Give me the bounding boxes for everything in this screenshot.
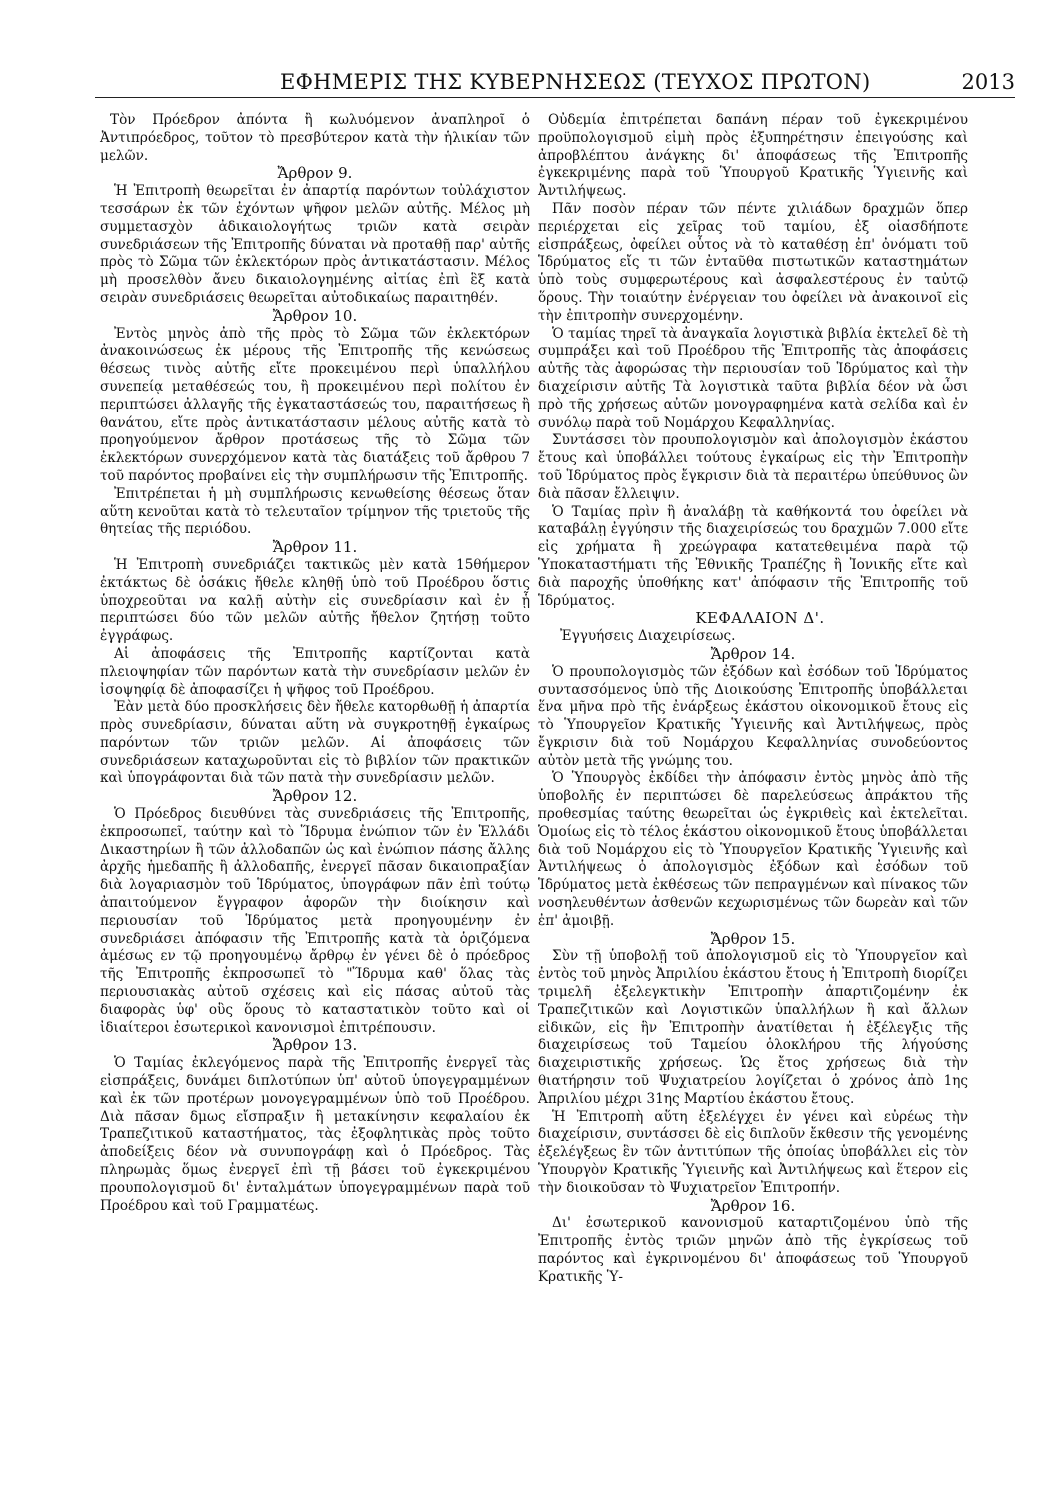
paragraph: Ὁ Ὑπουργὸς ἐκδίδει τὴν ἀπόφασιν ἐντὸς μηνὸς ἀπὸ τῆς ὑποβολῆς ἐν περιπτώσει δὲ παρελεύσεως ἀπράκτου τῆς προθεσμίας ταύτης θεωρεῖται ὡς ἐγκριθεὶς καὶ ἐκτελεῖται. Ὁμοίως εἰς τὸ τέλος ἑκάστου οἰκονομικοῦ ἔτους ὑποβάλλεται διὰ τοῦ Νομάρχου εἰς τὸ Ὑπουργεῖον Κρατικῆς Ὑγιεινῆς καὶ Ἀντιλήψεως ὁ ἀπολογισμὸς ἐξόδων καὶ ἐσόδων τοῦ Ἱδρύματος μετὰ ἐκθέσεως τῶν πεπραγμένων καὶ πίνακος τῶν νοσηλευθέντων ἀσθενῶν κεχωρισμένως τῶν δωρεὰν καὶ τῶν ἐπ' ἀμοιβῇ. bbox=[538, 770, 968, 929]
paragraph: Ὁ ταμίας τηρεῖ τὰ ἀναγκαῖα λογιστικὰ βιβλία ἐκτελεῖ δὲ τὴ συμπράξει καὶ τοῦ Προέδρου τῆς Ἐπιτροπῆς τὰς ἀποφάσεις αὐτῆς τὰς ἀφορώσας τὴν περιουσίαν τοῦ Ἱδρύματος καὶ τὴν διαχείρισιν αὐτῆς Τὰ λογιστικὰ ταῦτα βιβλία δέον νὰ ὦσι πρὸ τῆς χρήσεως αὐτῶν μονογραφημένα κατὰ σελίδα καὶ ἐν συνόλῳ παρὰ τοῦ Νομάρχου Κεφαλληνίας. bbox=[538, 325, 968, 431]
article-heading-10: Ἄρθρον 10. bbox=[272, 306, 358, 325]
chapter-heading: ΚΕΦΑΛΑΙΟΝ Δ'. bbox=[695, 609, 825, 628]
article-heading-9: Ἄρθρον 9. bbox=[277, 164, 353, 183]
paragraph: Ὁ προυπολογισμὸς τῶν ἐξόδων καὶ ἐσόδων τοῦ Ἱδρύματος συντασσόμενος ὑπὸ τῆς Διοικούσης Ἐπιτροπῆς ὑποβάλλεται ἕνα μῆνα πρὸ τῆς ἐνάρξεως ἑκάστου οἰκονομικοῦ ἔτους εἰς τὸ Ὑπουργεῖον Κρατικῆς Ὑγιεινῆς καὶ Ἀντιλήψεως, πρὸς ἔγκρισιν διὰ τοῦ Νομάρχου Κεφαλληνίας συνοδεύοντος αὐτὸν μετὰ τῆς γνώμης του. bbox=[538, 663, 968, 769]
right-column bbox=[538, 112, 968, 1287]
paragraph: Ἐντὸς μηνὸς ἀπὸ τῆς πρὸς τὸ Σῶμα τῶν ἐκλεκτόρων ἀνακοινώσεως ἐκ μέρους τῆς Ἐπιτροπῆς τῆς κενώσεως θέσεως τινὸς αὐτῆς εἴτε προκειμένου περὶ ὑπαλλήλου συνεπείᾳ μεταθέσεώς του, ἢ προκειμένου περὶ πολίτου ἐν περιπτώσει ἀλλαγῆς τῆς ἐγκαταστάσεώς του, παραιτήσεως ἢ θανάτου, εἴτε πρὸς ἀντικατάστασιν μέλους αὐτῆς κατὰ τὸ προηγούμενον ἄρθρον προτάσεως τῆς τὸ Σῶμα τῶν ἐκλεκτόρων συνερχόμενον κατὰ τὰς διατάξεις τοῦ ἄρθρου 7 τοῦ παρόντος προβαίνει εἰς τὴν συμπλήρωσιν τῆς Ἐπιτροπῆς. bbox=[100, 325, 530, 484]
article-heading-16: Ἄρθρον 16. bbox=[710, 1196, 796, 1215]
article-heading-14: Ἄρθρον 14. bbox=[710, 644, 796, 663]
page-number: 2013 bbox=[961, 70, 1015, 94]
left-column bbox=[100, 112, 530, 1215]
paragraph: Οὐδεμία ἐπιτρέπεται δαπάνη πέραν τοῦ ἐγκεκριμένου προϋπολογισμοῦ εἰμὴ πρὸς ἐξυπηρέτησιν ἐπειγούσης καὶ ἀπροβλέπτου ἀνάγκης δι' ἀποφάσεως τῆς Ἐπιτροπῆς ἐγκεκριμένης παρὰ τοῦ Ὑπουργοῦ Κρατικῆς Ὑγιεινῆς καὶ Ἀντιλήψεως. bbox=[538, 112, 968, 200]
paragraph: Σὺν τῇ ὑποβολῇ τοῦ ἀπολογισμοῦ εἰς τὸ Ὑπουργεῖον καὶ ἐντὸς τοῦ μηνὸς Ἀπριλίου ἑκάστου ἔτους ἡ Ἐπιτροπὴ διορίζει τριμελῆ ἐξελεγκτικὴν Ἐπιτροπὴν ἀπαρτιζομένην ἐκ Τραπεζιτικῶν καὶ Λογιστικῶν ὑπαλλήλων ἢ καὶ ἄλλων εἰδικῶν, εἰς ἣν Ἐπιτροπὴν ἀνατίθεται ἡ ἐξέλεγξις τῆς διαχειρίσεως τοῦ Ταμείου ὁλοκλήρου τῆς λήγούσης διαχειριστικῆς χρήσεως. Ὡς ἔτος χρήσεως διὰ τὴν θιατήρησιν τοῦ Ψυχιατρείου λογίζεται ὁ χρόνος ἀπὸ 1ης Ἀπριλίου μέχρι 31ης Μαρτίου ἑκάστου ἔτους. bbox=[538, 948, 968, 1107]
paragraph: Τὸν Πρόεδρον ἀπόντα ἢ κωλυόμενον ἀναπληροῖ ὁ Ἀντιπρόεδρος, τοῦτον τὸ πρεσβύτερον κατὰ τὴν ἡλικίαν τῶν μελῶν. bbox=[100, 112, 530, 164]
chapter-subheading: Ἐγγυήσεις Διαχειρίσεως. bbox=[560, 628, 736, 645]
article-heading-11: Ἄρθρον 11. bbox=[272, 538, 358, 557]
article-heading-15: Ἄρθρον 15. bbox=[710, 929, 796, 948]
paragraph: Αἱ ἀποφάσεις τῆς Ἐπιτροπῆς καρτίζονται κατὰ πλειοψηφίαν τῶν παρόντων κατὰ τὴν συνεδρίασιν μελῶν ἐν ἰσοψηφίᾳ δὲ ἀποφασίζει ἡ ψῆφος τοῦ Προέδρου. bbox=[100, 645, 530, 698]
page-header bbox=[95, 64, 1015, 98]
paragraph: Συντάσσει τὸν προυπολογισμὸν καὶ ἀπολογισμὸν ἑκάστου ἔτους καὶ ὑποβάλλει τούτους ἐγκαίρως εἰς τὴν Ἐπιτροπὴν τοῦ Ἱδρύματος πρὸς ἔγκρισιν διὰ τὰ περαιτέρω ὑπεύθυνος ὢν διὰ πᾶσαν ἔλλειψιν. bbox=[538, 432, 968, 502]
paragraph: Ὁ Ταμίας πρὶν ἢ ἀναλάβῃ τὰ καθήκοντά του ὀφείλει νὰ καταβάλῃ ἐγγύησιν τῆς διαχειρίσεώς του δραχμῶν 7.000 εἴτε εἰς χρήματα ἢ χρεώγραφα κατατεθειμένα παρὰ τῷ Ὑποκαταστήματι τῆς Ἐθνικῆς Τραπέζης ἢ Ἰονικῆς εἴτε καὶ διὰ παροχῆς ὑποθήκης κατ' ἀπόφασιν τῆς Ἐπιτροπῆς τοῦ Ἱδρύματος. bbox=[538, 503, 968, 609]
paragraph: Ὁ Ταμίας ἐκλεγόμενος παρὰ τῆς Ἐπιτροπῆς ἐνεργεῖ τὰς εἰσπράξεις, δυνάμει διπλοτύπων ὑπ' αὐτοῦ ὑπογεγραμμένων καὶ ἐκ τῶν προτέρων μονογεγραμμένων ὑπὸ τοῦ Προέδρου. Διὰ πᾶσαν δμως εἴσπραξιν ἢ μετακίνησιν κεφαλαίου ἐκ Τραπεζιτικοῦ καταστήματος, τὰς ἐξοφλητικὰς πρὸς τοῦτο ἀποδείξεις δέον νὰ συνυπογράφῃ καὶ ὁ Πρόεδρος. Τὰς πληρωμὰς ὅμως ἐνεργεῖ ἐπὶ τῇ βάσει τοῦ ἐγκεκριμένου προυπολογισμοῦ δι' ἐνταλμάτων ὑπογεγραμμένων παρὰ τοῦ Προέδρου καὶ τοῦ Γραμματέως. bbox=[100, 1055, 530, 1214]
paragraph: Ἡ Ἐπιτροπὴ συνεδριάζει τακτικῶς μὲν κατὰ 15θήμερον ἐκτάκτως δὲ ὁσάκις ἤθελε κληθῇ ὑπὸ τοῦ Προέδρου ὅστις ὑποχρεοῦται να καλῇ αὐτὴν εἰς συνεδρίασιν καὶ ἐν ᾗ περιπτώσει δύο τῶν μελῶν αὐτῆς ἤθελον ζητήσῃ τοῦτο ἐγγράφως. bbox=[100, 556, 530, 645]
paragraph: Ἐπιτρέπεται ἡ μὴ συμπλήρωσις κενωθείσης θέσεως ὅταν αὕτη κενοῦται κατὰ τὸ τελευταῖον τρίμηνον τῆς τριετοῦς τῆς θητείας τῆς περιόδου. bbox=[100, 485, 530, 538]
running-title: ΕΦΗΜΕΡΙΣ ΤΗΣ ΚΥΒΕΡΝΗΣΕΩΣ (ΤΕΥΧΟΣ ΠΡΩΤΟΝ) bbox=[280, 70, 871, 94]
paragraph: Ἡ Ἐπιτροπὴ θεωρεῖται ἐν ἀπαρτίᾳ παρόντων τοὐλάχιστον τεσσάρων ἐκ τῶν ἐχόντων ψῆφον μελῶν αὐτῆς. Μέλος μὴ συμμετασχὸν ἀδικαιολογήτως τριῶν κατὰ σειρὰν συνεδριάσεων τῆς Ἐπιτροπῆς δύναται νὰ προταθῇ παρ' αὐτῆς πρὸς τὸ Σῶμα τῶν ἐκλεκτόρων πρὸς ἀντικατάστασιν. Μέλος μὴ προσελθὸν ἄνευ δικαιολογημένης αἰτίας ἐπὶ ἓξ κατὰ σειρὰν συνεδριάσεις θεωρεῖται αὐτοδικαίως παραιτηθέν. bbox=[100, 183, 530, 306]
paragraph: Ἡ Ἐπιτροπὴ αὕτη ἐξελέγχει ἐν γένει καὶ εὐρέως τὴν διαχείρισιν, συντάσσει δὲ εἰς διπλοῦν ἔκθεσιν τῆς γενομένης ἐξελέγξεως ἓν τῶν ἀντιτύπων τῆς ὁποίας ὑποβάλλει εἰς τὸν Ὑπουργὸν Κρατικῆς Ὑγιεινῆς καὶ Ἀντιλήψεως καὶ ἕτερον εἰς τὴν διοικοῦσαν τὸ Ψυχιατρεῖον Ἐπιτροπήν. bbox=[538, 1108, 968, 1196]
article-heading-13: Ἄρθρον 13. bbox=[272, 1036, 358, 1055]
paragraph: Δι' ἐσωτερικοῦ κανονισμοῦ καταρτιζομένου ὑπὸ τῆς Ἐπιτροπῆς ἐντὸς τριῶν μηνῶν ἀπὸ τῆς ἐγκρίσεως τοῦ παρόντος καὶ ἐγκρινομένου δι' ἀποφάσεως τοῦ Ὑπουργοῦ Κρατικῆς Ὑ- bbox=[538, 1215, 968, 1285]
paragraph: Ἐὰν μετὰ δύο προσκλήσεις δὲν ἤθελε κατορθωθῇ ἡ ἀπαρτία πρὸς συνεδρίασιν, δύναται αὕτη νὰ συγκροτηθῇ ἐγκαίρως παρόντων τῶν τριῶν μελῶν. Αἱ ἀποφάσεις τῶν συνεδριάσεων καταχωροῦνται εἰς τὸ βιβλίον τῶν πρακτικῶν καὶ ὑπογράφονται διὰ τῶν πατὰ τὴν συνεδρίασιν μελῶν. bbox=[100, 699, 530, 787]
article-heading-12: Ἄρθρον 12. bbox=[272, 787, 358, 806]
paragraph: Πᾶν ποσὸν πέραν τῶν πέντε χιλιάδων δραχμῶν ὅπερ περιέρχεται εἰς χεῖρας τοῦ ταμίου, ἐξ οἱασδήποτε εἰσπράξεως, ὀφείλει οὗτος νὰ τὸ καταθέσῃ ἐπ' ὀνόματι τοῦ Ἱδρύματος εἴς τι τῶν ἐνταῦθα πιστωτικῶν καταστημάτων ὑπὸ τοὺς συμφερωτέρους καὶ ἀσφαλεστέρους ἐν ταὐτῷ ὅρους. Τὴν τοιαύτην ἐνέργειαν του ὀφείλει νὰ ἀνακοινοῖ εἰς τὴν ἐπιτροπὴν συνερχομένην. bbox=[538, 200, 968, 324]
paragraph: Ὁ Πρόεδρος διευθύνει τὰς συνεδριάσεις τῆς Ἐπιτροπῆς, ἐκπροσωπεῖ, ταύτην καὶ τὸ Ἵδρυμα ἐνώπιον τῶν ἐν Ἑλλάδι Δικαστηρίων ἢ τῶν ἀλλοδαπῶν ὡς καὶ ἐνώπιον πάσης ἄλλης ἀρχῆς ἡμεδαπῆς ἢ ἀλλοδαπῆς, ἐνεργεῖ πᾶσαν δικαιοπραξίαν διὰ λογαριασμὸν τοῦ Ἱδρύματος, ὑπογράφων πᾶν ἐπὶ τούτῳ ἀπαιτούμενον ἔγγραφον ἀφορῶν τὴν διοίκησιν καὶ περιουσίαν τοῦ Ἱδρύματος μετὰ προηγουμένην ἐν συνεδριάσει ἀπόφασιν τῆς Ἐπιτροπῆς κατὰ τὰ ὁριζόμενα ἀμέσως εν τῷ προηγουμένῳ ἄρθρῳ ἐν γένει δὲ ὁ πρόεδρος τῆς Ἐπιτροπῆς ἐκπροσωπεῖ τὸ "Ἵδρυμα καθ' ὅλας τὰς περιουσιακὰς αὐτοῦ σχέσεις καὶ εἰς πάσας αὐτοῦ τὰς διαφορὰς ὑφ' οὓς ὅρους τὸ καταστατικὸν τοῦτο καὶ οἱ ἰδιαίτεροι ἐσωτερικοὶ κανονισμοὶ ἐπιτρέπουσιν. bbox=[100, 806, 530, 1036]
header-rule bbox=[95, 97, 1015, 98]
